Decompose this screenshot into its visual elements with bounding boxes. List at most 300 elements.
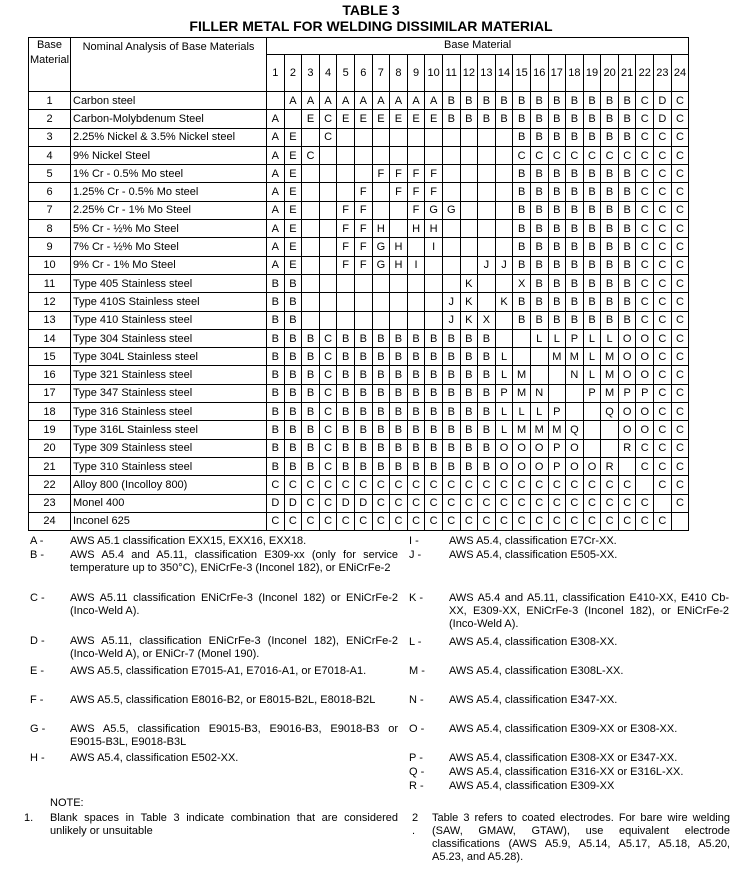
filler-code-cell: B (530, 201, 548, 219)
filler-code-cell: B (284, 329, 302, 347)
filler-code-cell: B (337, 439, 355, 457)
filler-code-cell: B (583, 256, 601, 274)
filler-code-cell: E (284, 128, 302, 146)
material-name: Type 405 Stainless steel (71, 274, 267, 292)
filler-code-cell: F (425, 165, 443, 183)
filler-code-cell: O (566, 439, 584, 457)
filler-code-cell: L (513, 403, 531, 421)
filler-code-cell (636, 476, 654, 494)
filler-code-cell (319, 256, 337, 274)
filler-code-cell: B (442, 366, 460, 384)
filler-code-cell: C (319, 366, 337, 384)
filler-code-cell: D (654, 110, 672, 128)
filler-code-cell: B (583, 201, 601, 219)
filler-code-cell: B (548, 311, 566, 329)
filler-code-cell: E (284, 238, 302, 256)
filler-code-cell (337, 293, 355, 311)
filler-code-cell: C (319, 494, 337, 512)
filler-code-cell: G (425, 201, 443, 219)
filler-code-cell: B (618, 220, 636, 238)
filler-code-cell: O (636, 348, 654, 366)
filler-code-cell: B (478, 457, 496, 475)
material-name: 1.25% Cr - 0.5% Mo steel (71, 183, 267, 201)
row-number: 23 (29, 494, 71, 512)
filler-code-cell (548, 366, 566, 384)
filler-code-cell: C (583, 146, 601, 164)
row-number: 9 (29, 238, 71, 256)
filler-code-cell: B (618, 274, 636, 292)
filler-code-cell: B (495, 92, 513, 110)
filler-code-cell: F (407, 183, 425, 201)
column-number-header: 24 (671, 55, 689, 92)
material-name: Type 321 Stainless steel (71, 366, 267, 384)
filler-code-cell (478, 220, 496, 238)
filler-code-cell: J (478, 256, 496, 274)
filler-code-cell (302, 274, 320, 292)
material-name: Type 410 Stainless steel (71, 311, 267, 329)
legend-description: AWS A5.1 classification EXX15, EXX16, EXX18. (70, 535, 307, 547)
filler-code-cell (354, 311, 372, 329)
filler-code-cell: B (583, 165, 601, 183)
legend-key: N - (409, 694, 424, 706)
filler-code-cell: B (618, 238, 636, 256)
filler-code-cell: B (513, 311, 531, 329)
filler-code-cell: B (495, 110, 513, 128)
filler-code-cell: F (372, 165, 390, 183)
filler-code-cell: B (460, 348, 478, 366)
filler-code-cell: A (267, 146, 285, 164)
filler-code-cell: C (513, 494, 531, 512)
filler-code-cell (478, 146, 496, 164)
filler-code-cell (425, 311, 443, 329)
filler-code-cell: C (671, 165, 689, 183)
filler-code-cell: L (495, 421, 513, 439)
filler-code-cell: B (513, 183, 531, 201)
note-2-text: Table 3 refers to coated electrodes. For bare wire welding (SAW, GMAW, GTAW), use equivalent electrode classifications (AWS A5.9, A5.14, A5.17, A5.18, A5.20, A5.23, and A5.28). (432, 812, 730, 863)
filler-code-cell: C (513, 476, 531, 494)
legend-key: G - (30, 723, 46, 735)
filler-code-cell: B (460, 110, 478, 128)
filler-code-cell (407, 274, 425, 292)
material-name: Monel 400 (71, 494, 267, 512)
filler-code-cell: B (583, 293, 601, 311)
filler-code-cell (460, 201, 478, 219)
filler-code-cell: C (390, 512, 408, 530)
filler-code-cell: C (636, 293, 654, 311)
filler-code-cell: J (495, 256, 513, 274)
legend-description: AWS A5.5, classification E9015-B3, E9016-B3, E9018-B3 or E9015-B3L, E9018-B3L (70, 723, 398, 748)
filler-code-cell: C (636, 146, 654, 164)
filler-code-cell: I (407, 256, 425, 274)
filler-code-cell: B (390, 384, 408, 402)
filler-code-cell: C (671, 384, 689, 402)
filler-code-cell: C (636, 183, 654, 201)
filler-code-cell: C (671, 494, 689, 512)
row-number: 18 (29, 403, 71, 421)
legend-description: AWS A5.4, classification E308L-XX. (449, 665, 624, 677)
filler-code-cell: C (460, 512, 478, 530)
filler-code-cell (460, 165, 478, 183)
filler-code-cell: E (284, 256, 302, 274)
filler-code-cell: L (548, 329, 566, 347)
filler-code-cell: C (636, 238, 654, 256)
filler-code-cell: E (354, 110, 372, 128)
filler-code-cell: B (548, 274, 566, 292)
filler-code-cell (407, 146, 425, 164)
note-1-text: Blank spaces in Table 3 indicate combination that are considered unlikely or unsuitable (50, 812, 398, 837)
column-number-header: 12 (460, 55, 478, 92)
filler-code-cell: K (460, 293, 478, 311)
filler-code-cell: B (337, 366, 355, 384)
material-name: Type 304 Stainless steel (71, 329, 267, 347)
material-name: Alloy 800 (Incolloy 800) (71, 476, 267, 494)
filler-code-cell: B (284, 384, 302, 402)
table-row (29, 311, 689, 329)
filler-code-cell: G (372, 256, 390, 274)
filler-code-cell: B (548, 238, 566, 256)
legend-description: AWS A5.4, classification E7Cr-XX. (449, 535, 617, 547)
filler-code-cell: B (583, 110, 601, 128)
filler-code-cell: B (513, 220, 531, 238)
filler-code-cell (654, 494, 672, 512)
filler-code-cell: B (372, 329, 390, 347)
filler-code-cell: B (460, 439, 478, 457)
filler-code-cell: B (460, 366, 478, 384)
legend-key: A - (30, 535, 44, 547)
legend-key: J - (409, 549, 422, 561)
filler-code-cell: M (601, 348, 619, 366)
table-row (29, 146, 689, 164)
filler-code-cell: C (654, 128, 672, 146)
filler-code-cell: B (302, 403, 320, 421)
filler-code-cell (354, 165, 372, 183)
filler-code-cell: B (425, 403, 443, 421)
filler-code-cell: F (354, 183, 372, 201)
row-number: 11 (29, 274, 71, 292)
note-heading: NOTE: (50, 797, 84, 809)
filler-code-cell: B (478, 348, 496, 366)
filler-code-cell: B (618, 128, 636, 146)
filler-code-cell: P (548, 439, 566, 457)
filler-code-cell: B (372, 403, 390, 421)
filler-code-cell (513, 329, 531, 347)
filler-code-cell: C (618, 476, 636, 494)
filler-code-cell: C (319, 476, 337, 494)
filler-code-cell: C (671, 183, 689, 201)
filler-code-cell: F (337, 220, 355, 238)
filler-code-cell: B (530, 238, 548, 256)
filler-code-cell: B (601, 256, 619, 274)
legend-key: O - (409, 723, 425, 735)
filler-code-cell: C (372, 476, 390, 494)
filler-code-cell (319, 274, 337, 292)
table-row (29, 403, 689, 421)
filler-code-cell: B (442, 92, 460, 110)
filler-code-cell: B (407, 384, 425, 402)
filler-code-cell (337, 311, 355, 329)
filler-code-cell (354, 146, 372, 164)
filler-code-cell (267, 92, 285, 110)
filler-code-cell: B (372, 421, 390, 439)
column-number-header: 19 (583, 55, 601, 92)
filler-code-cell (425, 274, 443, 292)
legend-key: I - (409, 535, 419, 547)
filler-code-cell: B (548, 201, 566, 219)
filler-code-cell (495, 201, 513, 219)
filler-code-cell: B (284, 274, 302, 292)
row-number: 1 (29, 92, 71, 110)
row-number: 20 (29, 439, 71, 457)
filler-code-cell (566, 384, 584, 402)
filler-code-cell: B (407, 366, 425, 384)
material-name: 5% Cr - ½% Mo Steel (71, 220, 267, 238)
column-number-header: 20 (601, 55, 619, 92)
filler-code-cell: C (636, 256, 654, 274)
filler-code-cell: B (425, 457, 443, 475)
filler-code-cell: C (654, 311, 672, 329)
filler-code-cell: O (495, 457, 513, 475)
filler-code-cell (354, 128, 372, 146)
base-material-header: Base Material (29, 38, 71, 92)
filler-code-cell: C (478, 476, 496, 494)
filler-code-cell (337, 128, 355, 146)
filler-code-cell: A (319, 92, 337, 110)
filler-code-cell (495, 274, 513, 292)
filler-code-cell: B (390, 366, 408, 384)
filler-code-cell: E (284, 146, 302, 164)
filler-code-cell: L (530, 403, 548, 421)
filler-code-cell (530, 348, 548, 366)
filler-code-cell: B (337, 457, 355, 475)
filler-code-cell: B (530, 92, 548, 110)
filler-code-cell: C (671, 348, 689, 366)
filler-code-cell (442, 146, 460, 164)
filler-code-cell: O (618, 329, 636, 347)
filler-code-cell: C (267, 512, 285, 530)
filler-code-cell: M (548, 421, 566, 439)
filler-code-cell (337, 274, 355, 292)
filler-code-cell: B (530, 110, 548, 128)
legend-description: AWS A5.11, classification ENiCrFe-3 (Inconel 182), ENiCrFe-2 (Inco-Weld A), or ENiCr-7 (Monel 190). (70, 635, 398, 660)
filler-code-cell (442, 165, 460, 183)
filler-code-cell: B (513, 201, 531, 219)
filler-code-cell: B (337, 421, 355, 439)
filler-code-cell: L (583, 348, 601, 366)
filler-code-cell: B (618, 110, 636, 128)
filler-code-cell: B (530, 220, 548, 238)
filler-code-cell: C (654, 220, 672, 238)
filler-code-cell: C (671, 128, 689, 146)
filler-code-cell: A (372, 92, 390, 110)
filler-code-cell: X (513, 274, 531, 292)
filler-code-cell: B (284, 366, 302, 384)
filler-code-cell (495, 183, 513, 201)
filler-code-cell (566, 403, 584, 421)
filler-code-cell: F (390, 183, 408, 201)
filler-code-cell (302, 165, 320, 183)
filler-code-cell: D (337, 494, 355, 512)
filler-code-cell: B (548, 128, 566, 146)
filler-code-cell: C (654, 512, 672, 530)
filler-code-cell: A (425, 92, 443, 110)
filler-code-cell: B (513, 128, 531, 146)
filler-code-cell: E (425, 110, 443, 128)
filler-code-cell: B (390, 348, 408, 366)
filler-code-cell: B (302, 421, 320, 439)
filler-code-cell: C (566, 512, 584, 530)
filler-code-cell: C (319, 384, 337, 402)
filler-code-cell: O (513, 457, 531, 475)
filler-code-cell: B (548, 183, 566, 201)
filler-code-cell: C (583, 512, 601, 530)
filler-code-cell: R (601, 457, 619, 475)
filler-code-cell: G (372, 238, 390, 256)
legend-key: L - (409, 636, 422, 648)
filler-code-cell: B (601, 92, 619, 110)
filler-code-cell: A (267, 238, 285, 256)
filler-code-cell: C (671, 366, 689, 384)
legend-key: F - (30, 694, 44, 706)
filler-code-cell: C (372, 512, 390, 530)
filler-code-cell (319, 183, 337, 201)
filler-code-cell: B (513, 256, 531, 274)
filler-code-cell (390, 293, 408, 311)
filler-code-cell: D (267, 494, 285, 512)
filler-code-cell: O (566, 457, 584, 475)
filler-code-cell: C (267, 476, 285, 494)
table-row (29, 494, 689, 512)
filler-code-cell: C (407, 494, 425, 512)
filler-code-cell (302, 293, 320, 311)
filler-code-cell: B (478, 421, 496, 439)
table-row (29, 476, 689, 494)
filler-code-cell: C (354, 512, 372, 530)
filler-code-cell: L (583, 329, 601, 347)
filler-code-cell: C (654, 457, 672, 475)
filler-code-cell: K (495, 293, 513, 311)
filler-code-cell: F (425, 183, 443, 201)
filler-code-cell: B (442, 439, 460, 457)
filler-code-cell: B (548, 110, 566, 128)
filler-code-cell (460, 183, 478, 201)
filler-code-cell: C (671, 293, 689, 311)
filler-code-cell: B (284, 311, 302, 329)
filler-code-cell: B (267, 293, 285, 311)
filler-code-cell: B (267, 421, 285, 439)
filler-code-cell: C (671, 256, 689, 274)
filler-code-cell: B (618, 183, 636, 201)
filler-code-cell (302, 201, 320, 219)
filler-code-cell (302, 256, 320, 274)
column-number-header: 8 (390, 55, 408, 92)
filler-code-cell: C (319, 439, 337, 457)
filler-code-cell: B (583, 238, 601, 256)
row-number: 17 (29, 384, 71, 402)
row-number: 16 (29, 366, 71, 384)
filler-code-cell: E (284, 201, 302, 219)
filler-code-cell: C (566, 494, 584, 512)
filler-code-cell: C (390, 476, 408, 494)
column-number-header: 18 (566, 55, 584, 92)
legend-description: AWS A5.4 and A5.11, classification E309-xx (only for service temperature up to 350°C), ENiCrFe-3 (Inconel 182), or ENiCrFe-2 (70, 549, 398, 574)
filler-code-cell: P (583, 384, 601, 402)
filler-code-cell: B (548, 92, 566, 110)
table-row (29, 128, 689, 146)
filler-code-cell: B (354, 384, 372, 402)
filler-code-cell: C (654, 366, 672, 384)
filler-code-cell: C (636, 110, 654, 128)
filler-code-cell: B (302, 366, 320, 384)
material-name: Type 347 Stainless steel (71, 384, 267, 402)
legend-description: AWS A5.4 and A5.11, classification E410-XX, E410 Cb-XX, E309-XX, ENiCrFe-3 (Inconel 182), or ENiCrFe-2 (Inco-Weld A). (449, 592, 729, 630)
column-number-header: 10 (425, 55, 443, 92)
filler-code-cell: B (566, 220, 584, 238)
filler-metal-table (28, 37, 689, 531)
column-number-header: 2 (284, 55, 302, 92)
filler-code-cell: D (654, 92, 672, 110)
filler-code-cell: B (530, 256, 548, 274)
row-number: 15 (29, 348, 71, 366)
row-number: 24 (29, 512, 71, 530)
filler-code-cell: B (284, 421, 302, 439)
filler-code-cell (583, 421, 601, 439)
material-name: Type 304L Stainless steel (71, 348, 267, 366)
filler-code-cell (478, 183, 496, 201)
legend-description: AWS A5.4, classification E505-XX. (449, 549, 618, 561)
filler-code-cell: B (425, 348, 443, 366)
filler-code-cell (618, 457, 636, 475)
filler-code-cell (671, 512, 689, 530)
filler-code-cell (478, 238, 496, 256)
filler-code-cell: B (354, 421, 372, 439)
filler-code-cell: C (671, 220, 689, 238)
filler-code-cell (302, 220, 320, 238)
row-number: 2 (29, 110, 71, 128)
filler-code-cell: B (601, 311, 619, 329)
filler-code-cell: C (302, 476, 320, 494)
filler-code-cell (442, 274, 460, 292)
filler-code-cell: B (425, 421, 443, 439)
filler-code-cell (442, 128, 460, 146)
legend-key: B - (30, 549, 45, 561)
filler-code-cell: C (319, 110, 337, 128)
filler-code-cell: A (267, 165, 285, 183)
filler-code-cell: B (618, 256, 636, 274)
filler-code-cell: C (636, 274, 654, 292)
material-name: Type 316 Stainless steel (71, 403, 267, 421)
table-row (29, 274, 689, 292)
filler-code-cell: B (425, 439, 443, 457)
filler-code-cell: A (337, 92, 355, 110)
filler-code-cell: B (548, 256, 566, 274)
filler-code-cell (601, 439, 619, 457)
filler-code-cell: C (654, 146, 672, 164)
filler-code-cell: B (407, 457, 425, 475)
filler-code-cell (302, 238, 320, 256)
filler-code-cell: B (442, 329, 460, 347)
filler-code-cell: E (337, 110, 355, 128)
filler-code-cell: C (671, 110, 689, 128)
filler-code-cell: H (425, 220, 443, 238)
filler-code-cell: B (460, 421, 478, 439)
row-number: 7 (29, 201, 71, 219)
filler-code-cell (407, 128, 425, 146)
note-2-dot: . (412, 825, 416, 837)
filler-code-cell (390, 274, 408, 292)
filler-code-cell: B (566, 293, 584, 311)
filler-code-cell: B (513, 92, 531, 110)
filler-code-cell: C (671, 421, 689, 439)
